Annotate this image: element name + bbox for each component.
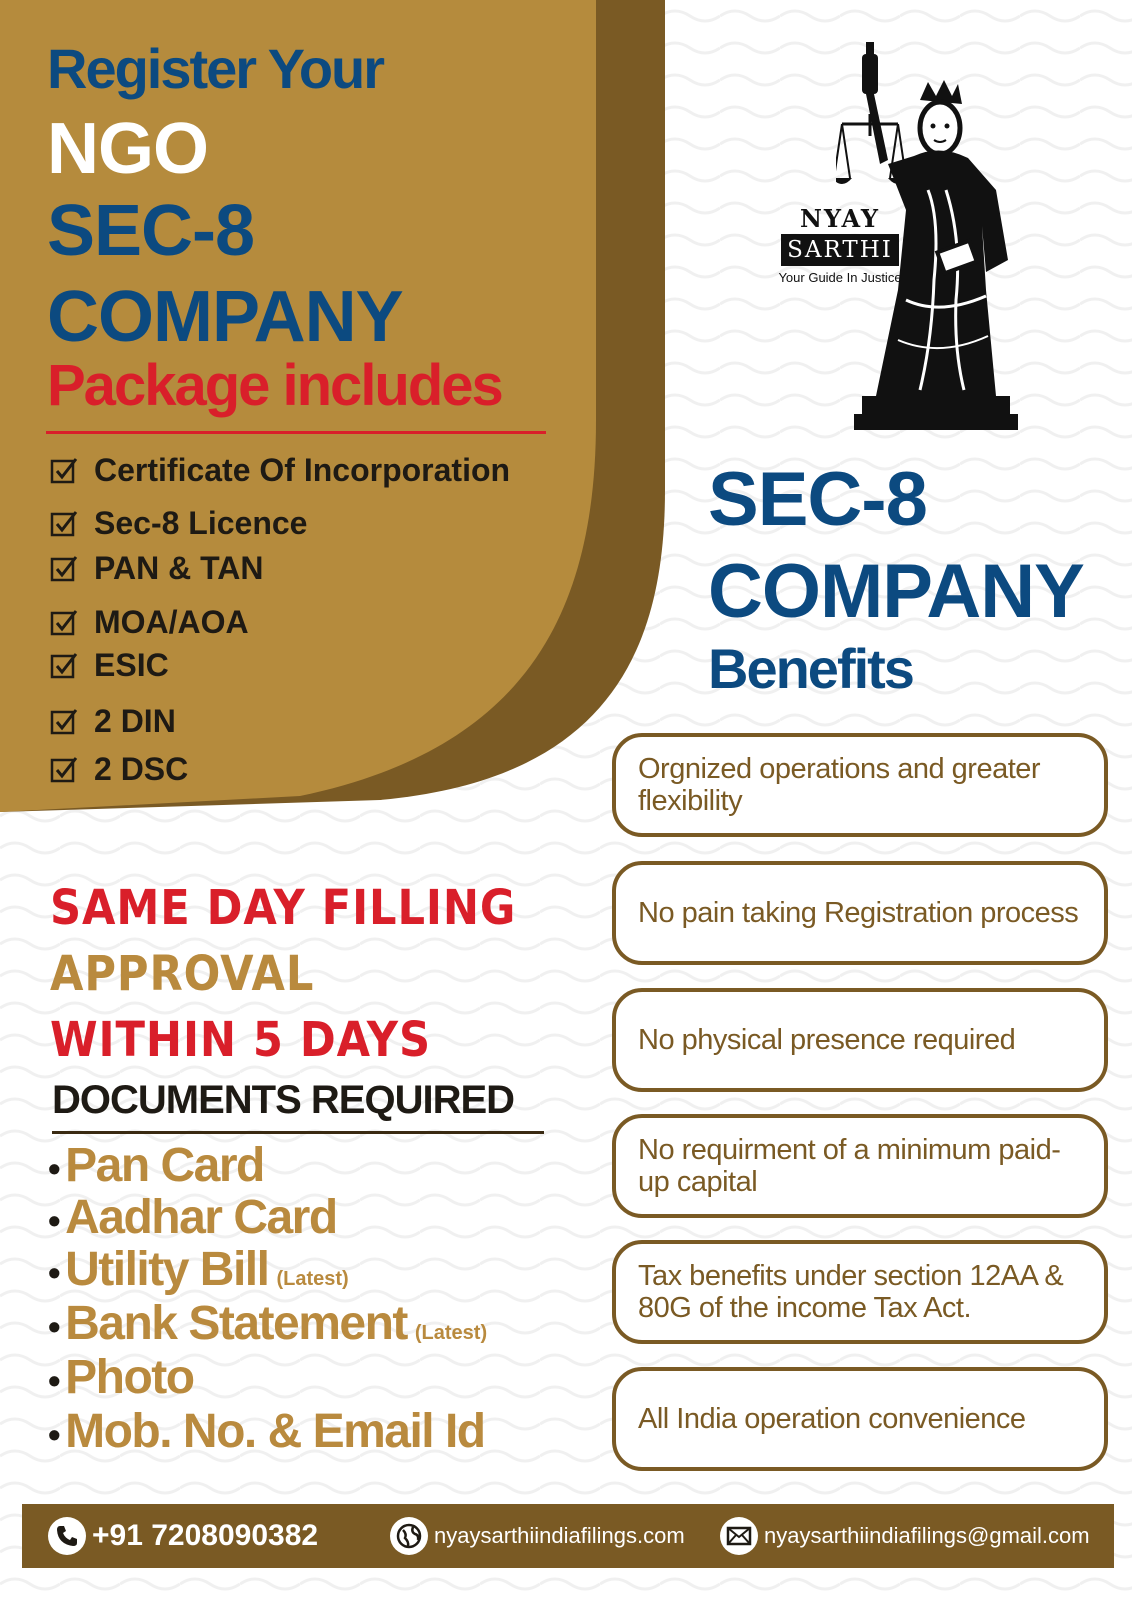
- package-item-label: PAN & TAN: [94, 550, 264, 586]
- document-item: [48, 1138, 264, 1193]
- bullet-icon: •: [48, 1252, 60, 1293]
- package-item-label: MOA/AOA: [94, 604, 249, 640]
- benefit-text: No physical presence required: [638, 1024, 1016, 1056]
- filing-same-day: SAME DAY FILLING: [50, 880, 517, 936]
- footer-email-link[interactable]: [720, 1517, 1090, 1555]
- package-item-label: ESIC: [94, 647, 169, 683]
- benefit-text: No requirment of a minimum paid-up capital: [638, 1134, 1061, 1198]
- document-item: [48, 1350, 194, 1405]
- brand-logo: [770, 205, 910, 285]
- headline-company: COMPANY: [47, 277, 403, 357]
- bullet-icon: •: [48, 1306, 60, 1347]
- globe-icon: [390, 1517, 428, 1555]
- document-item: [48, 1404, 485, 1459]
- package-item-label: 2 DIN: [94, 703, 176, 739]
- phone-icon: [48, 1517, 86, 1555]
- logo-tagline: Your Guide In Justice: [778, 270, 902, 285]
- checkbox-checked-icon: [50, 609, 78, 637]
- footer-website: nyaysarthiindiafilings.com: [434, 1523, 685, 1548]
- benefit-card: [612, 1114, 1108, 1218]
- bullet-icon: •: [48, 1200, 60, 1241]
- footer-website-link[interactable]: [390, 1517, 685, 1555]
- benefit-card: [612, 1367, 1108, 1471]
- logo-name-top: NYAY: [799, 204, 881, 233]
- headline-package-includes: Package includes: [47, 353, 502, 418]
- benefit-text: No pain taking Registration process: [638, 897, 1079, 929]
- package-item: [50, 647, 169, 684]
- benefit-card: [612, 1240, 1108, 1344]
- package-item-label: Sec-8 Licence: [94, 505, 308, 541]
- benefit-text: All India operation convenience: [638, 1403, 1026, 1435]
- mail-icon: [720, 1517, 758, 1555]
- filing-within-days: WITHIN 5 DAYS: [50, 1012, 431, 1068]
- package-item: [50, 604, 249, 641]
- headline-register-your: Register Your: [47, 37, 384, 100]
- documents-title: DOCUMENTS REQUIRED: [52, 1078, 515, 1122]
- headline-sec8: SEC-8: [47, 191, 255, 271]
- checkbox-checked-icon: [50, 708, 78, 736]
- bullet-icon: •: [48, 1360, 60, 1401]
- document-item: [48, 1296, 487, 1351]
- document-label: Utility Bill: [65, 1243, 269, 1296]
- document-label: Bank Statement: [65, 1297, 407, 1350]
- package-item: [50, 505, 307, 542]
- package-item: [50, 550, 263, 587]
- package-item: [50, 751, 188, 788]
- document-label: Photo: [65, 1351, 194, 1404]
- package-item: [50, 703, 176, 740]
- footer-phone-number: +91 7208090382: [92, 1519, 319, 1552]
- checkbox-checked-icon: [50, 510, 78, 538]
- benefit-card: [612, 733, 1108, 837]
- benefit-card: [612, 861, 1108, 965]
- document-item: [48, 1242, 349, 1297]
- logo-name-bottom: SARTHI: [781, 234, 899, 266]
- checkbox-checked-icon: [50, 652, 78, 680]
- bullet-icon: •: [48, 1414, 60, 1455]
- footer-phone[interactable]: [48, 1517, 318, 1555]
- benefit-text: Tax benefits under section 12AA & 80G of the income Tax Act.: [638, 1260, 1064, 1324]
- documents-underline: [52, 1131, 544, 1134]
- headline-underline: [46, 431, 546, 434]
- benefit-card: [612, 988, 1108, 1092]
- benefits-heading-company: COMPANY: [708, 549, 1084, 634]
- benefits-heading-sec8: SEC-8: [708, 457, 927, 542]
- headline-ngo: NGO: [47, 109, 209, 189]
- package-item-label: Certificate Of Incorporation: [94, 452, 511, 488]
- bullet-icon: •: [48, 1148, 60, 1189]
- document-note: (Latest): [276, 1268, 349, 1290]
- document-label: Pan Card: [65, 1139, 264, 1192]
- filing-approval: APPROVAL: [50, 946, 315, 1002]
- package-item: [50, 452, 510, 489]
- document-label: Aadhar Card: [65, 1191, 337, 1244]
- benefit-text: Orgnized operations and greater flexibility: [638, 753, 1041, 817]
- document-note: (Latest): [414, 1322, 488, 1344]
- document-label: Mob. No. & Email Id: [65, 1405, 485, 1458]
- contact-footer: [22, 1504, 1114, 1568]
- benefits-heading-benefits: Benefits: [708, 637, 913, 700]
- checkbox-checked-icon: [50, 555, 78, 583]
- checkbox-checked-icon: [50, 756, 78, 784]
- checkbox-checked-icon: [50, 457, 78, 485]
- document-item: [48, 1190, 337, 1245]
- footer-email: nyaysarthiindiafilings@gmail.com: [764, 1523, 1090, 1548]
- package-item-label: 2 DSC: [94, 751, 189, 787]
